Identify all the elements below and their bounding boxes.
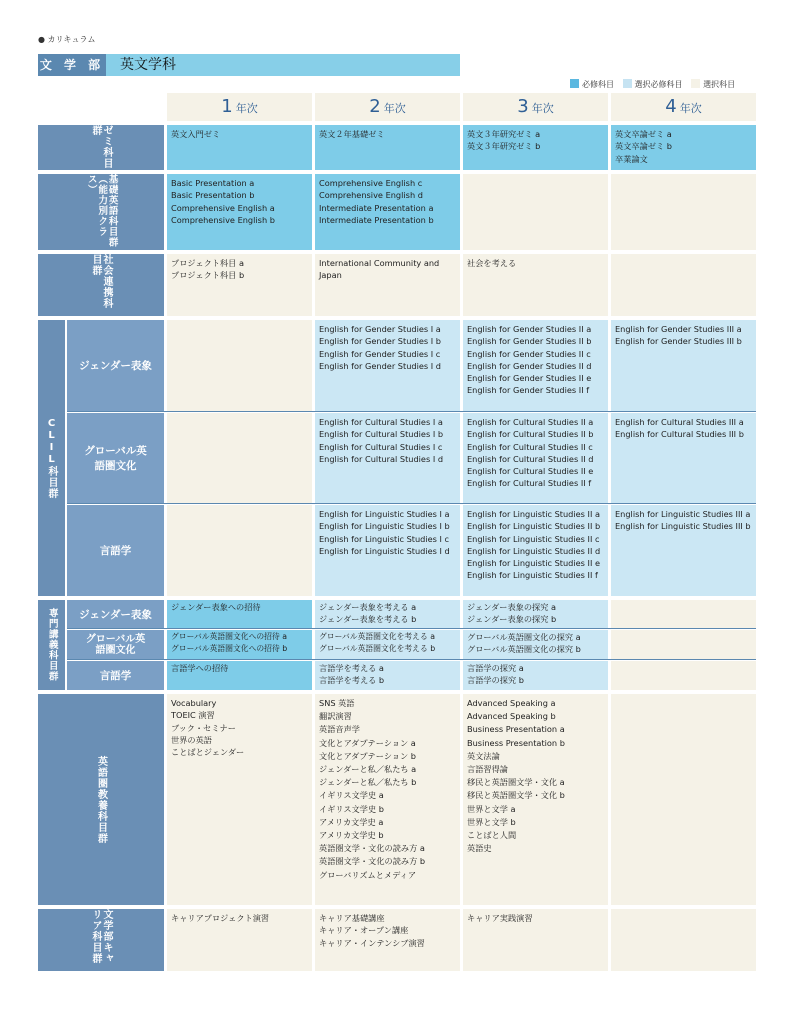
cell-liberal-y1 [167, 694, 312, 905]
course-item: English for Gender Studies II e [467, 373, 592, 384]
course-item: グローバル英語圏文化を考える a [319, 632, 436, 641]
course-item: グローバル英語圏文化への招待 b [171, 644, 288, 654]
course-item: 英文３年研究ゼミ b [467, 141, 541, 152]
sublabel-clil-global: グローバル英語圏文化 [67, 413, 164, 503]
cell-lecture-gender-y2 [315, 600, 460, 628]
course-item: 移民と英語圏文学・文化 a [467, 777, 565, 788]
cell-clil-gender-y1 [167, 320, 312, 411]
cell-liberal-y2 [315, 694, 460, 905]
course-item: 文化とアダプテーション b [319, 750, 416, 761]
course-item: キャリア・オープン講座 [319, 925, 409, 936]
course-item: 英文２年基礎ゼミ [319, 129, 385, 139]
course-item: English for Gender Studies II b [467, 336, 592, 347]
divider [67, 628, 756, 629]
cell-clil-linguistic-y2 [315, 505, 460, 596]
cell-lecture-gender-y3 [463, 600, 608, 628]
course-item: English for Cultural Studies II f [467, 478, 592, 489]
cell-lecture-linguistic-y4 [611, 661, 756, 690]
cell-lecture-linguistic-y3 [463, 661, 608, 690]
cell-clil-linguistic-y1 [167, 505, 312, 596]
course-item: English for Gender Studies II c [467, 348, 591, 359]
course-item: 翻訳演習 [319, 711, 352, 722]
course-item: English for Linguistic Studies III b [615, 521, 751, 532]
cell-lecture-linguistic-y2 [315, 661, 460, 690]
course-item: 英語圏文学・文化の読み方 a [319, 843, 425, 854]
row-label-career: 文学部キャリア科目群 [38, 909, 164, 971]
course-item: 文化とアダプテーション a [319, 737, 416, 748]
course-item: SNS 英語 [319, 698, 355, 708]
course-item: English for Cultural Studies II a [467, 417, 594, 427]
sublabel-clil-linguistic: 言語学 [67, 505, 164, 596]
cell-career-y2 [315, 909, 460, 971]
course-item: 言語習得論 [467, 764, 508, 775]
course-item: ジェンダーと私／私たち b [319, 777, 417, 788]
course-item: English for Gender Studies III a [615, 324, 742, 334]
cell-clil-gender-y4 [611, 320, 756, 411]
course-item: アメリカ文学史 b [319, 830, 384, 841]
course-item: アメリカ文学史 a [319, 816, 384, 827]
course-item: English for Linguistic Studies II e [467, 558, 601, 569]
course-item: Intermediate Presentation b [319, 214, 434, 225]
course-item: Intermediate Presentation a [319, 202, 434, 213]
course-item: プロジェクト科目 a [171, 258, 244, 268]
cell-lecture-gender-y4 [611, 600, 756, 628]
cell-clil-global-y2 [315, 413, 460, 503]
course-item: English for Cultural Studies III b [615, 429, 744, 440]
legend-item-elective-required: 選択必修科目 [623, 79, 683, 90]
course-item: English for Linguistic Studies I d [319, 545, 450, 556]
course-item: Japan [319, 270, 342, 281]
cell-basic-y1 [167, 174, 312, 250]
cell-social-y1 [167, 254, 312, 316]
course-item: ことばとジェンダー [171, 747, 245, 758]
course-item: Advanced Speaking a [467, 698, 556, 708]
course-item: 英文卒論ゼミ b [615, 141, 672, 152]
cell-clil-gender-y2 [315, 320, 460, 411]
course-item: Comprehensive English b [171, 214, 275, 225]
course-item: イギリス文学史 b [319, 803, 384, 814]
course-item: English for Cultural Studies II c [467, 441, 593, 452]
course-item: ジェンダー表象の探究 a [467, 602, 557, 612]
course-item: イギリス文学史 a [319, 790, 384, 801]
course-item: English for Linguistic Studies II d [467, 545, 601, 556]
cell-seminar-y1 [167, 125, 312, 170]
cell-seminar-y3 [463, 125, 608, 170]
course-item: 言語学の探究 b [467, 675, 524, 686]
course-item: 言語学への招待 [171, 663, 229, 673]
faculty-label: 文 学 部 [38, 54, 106, 76]
cell-basic-y3 [463, 174, 608, 250]
course-item: 言語学を考える b [319, 675, 385, 686]
row-label-liberal: 英語圏教養科目群 [38, 694, 164, 905]
sublabel-lecture-global: グローバル英語圏文化 [67, 630, 164, 659]
legend [570, 79, 760, 91]
row-label-basic: 基礎英語科目群（能力別クラス） [38, 174, 164, 250]
course-item: Comprehensive English a [171, 202, 275, 213]
year-header-1: 1 年次 [167, 93, 312, 121]
sublabel-clil-gender: ジェンダー表象 [67, 320, 164, 411]
divider [67, 503, 756, 504]
year-header-2: 2 年次 [315, 93, 460, 121]
course-item: 英文卒論ゼミ a [615, 129, 672, 139]
course-item: English for Gender Studies I c [319, 348, 441, 359]
row-label-seminar: ゼミ科目群 [38, 125, 164, 170]
course-item: 英語史 [467, 843, 492, 854]
department-name: 英文学科 [120, 57, 176, 73]
cell-clil-linguistic-y3 [463, 505, 608, 596]
cell-clil-global-y3 [463, 413, 608, 503]
course-item: グローバル英語圏文化の探究 a [467, 632, 581, 642]
cell-lecture-linguistic-y1 [167, 661, 312, 690]
course-item: 卒業論文 [615, 153, 648, 164]
course-item: 言語学の探究 a [467, 663, 524, 673]
cell-lecture-global-y2 [315, 630, 460, 659]
course-item: ことばと人間 [467, 830, 517, 841]
cell-career-y1 [167, 909, 312, 971]
cell-clil-global-y1 [167, 413, 312, 503]
course-item: English for Cultural Studies I b [319, 429, 444, 440]
cell-lecture-gender-y1 [167, 600, 312, 628]
course-item: Comprehensive English d [319, 190, 423, 201]
course-item: 世界の英語 [171, 734, 212, 745]
cell-clil-linguistic-y4 [611, 505, 756, 596]
cell-clil-gender-y3 [463, 320, 608, 411]
course-item: キャリア・インテンシブ演習 [319, 937, 425, 948]
divider [67, 659, 756, 660]
course-item: 世界と文学 b [467, 816, 516, 827]
course-item: ジェンダーと私／私たち a [319, 764, 417, 775]
row-label-clil: CLIL科目群 [38, 320, 65, 596]
course-item: English for Linguistic Studies I c [319, 533, 450, 544]
row-label-social: 社会連携科目群 [38, 254, 164, 316]
course-item: Comprehensive English c [319, 178, 423, 188]
row-label-lecture: 専門講義科目群 [38, 600, 65, 690]
cell-seminar-y4 [611, 125, 756, 170]
course-item: English for Gender Studies II a [467, 324, 592, 334]
cell-lecture-global-y3 [463, 630, 608, 659]
course-item: English for Gender Studies I a [319, 324, 441, 334]
divider [67, 411, 756, 412]
course-item: ジェンダー表象を考える b [319, 614, 417, 625]
cell-clil-global-y4 [611, 413, 756, 503]
cell-seminar-y2 [315, 125, 460, 170]
cell-social-y4 [611, 254, 756, 316]
course-item: 英語圏文学・文化の読み方 b [319, 856, 426, 867]
sublabel-lecture-gender: ジェンダー表象 [67, 600, 164, 628]
course-item: 英文法論 [467, 750, 500, 761]
course-item: English for Cultural Studies II d [467, 453, 594, 464]
cell-social-y3 [463, 254, 608, 316]
course-item: English for Cultural Studies II e [467, 466, 594, 477]
course-item: 言語学を考える a [319, 663, 384, 673]
legend-item-elective: 選択科目 [691, 79, 735, 90]
cell-basic-y4 [611, 174, 756, 250]
course-item: English for Linguistic Studies I a [319, 509, 450, 519]
cell-lecture-global-y1 [167, 630, 312, 659]
course-item: キャリア基礎講座 [319, 913, 385, 923]
course-item: English for Linguistic Studies II f [467, 570, 598, 581]
cell-career-y4 [611, 909, 756, 971]
breadcrumb: ● カリキュラム [38, 35, 96, 44]
course-item: 英文入門ゼミ [171, 129, 221, 139]
course-item: プロジェクト科目 b [171, 270, 245, 281]
course-item: English for Gender Studies II d [467, 360, 592, 371]
course-item: キャリアプロジェクト演習 [171, 913, 270, 923]
year-header-4: 4 年次 [611, 93, 756, 121]
course-item: Basic Presentation b [171, 190, 255, 201]
course-item: English for Cultural Studies I a [319, 417, 443, 427]
course-item: 英語音声学 [319, 724, 360, 735]
course-item: Business Presentation a [467, 724, 565, 735]
course-item: Vocabulary [171, 698, 217, 708]
course-item: ジェンダー表象を考える a [319, 602, 417, 612]
course-item: English for Linguistic Studies II a [467, 509, 600, 519]
legend-item-required: 必修科目 [570, 79, 614, 90]
cell-liberal-y3 [463, 694, 608, 905]
course-item: グローバル英語圏文化の探究 b [467, 644, 581, 655]
course-item: 移民と英語圏文学・文化 b [467, 790, 565, 801]
course-item: English for Linguistic Studies I b [319, 521, 450, 532]
course-item: 英文３年研究ゼミ a [467, 129, 541, 139]
course-item: グローバリズムとメディア [319, 869, 417, 880]
year-header-3: 3 年次 [463, 93, 608, 121]
course-item: English for Gender Studies I d [319, 360, 441, 371]
course-item: ブック・セミナー [171, 722, 236, 733]
course-item: English for Cultural Studies III a [615, 417, 744, 427]
course-item: グローバル英語圏文化への招待 a [171, 632, 288, 641]
course-item: English for Gender Studies I b [319, 336, 441, 347]
course-item: English for Gender Studies II f [467, 385, 590, 396]
cell-social-y2 [315, 254, 460, 316]
course-item: Basic Presentation a [171, 178, 255, 188]
course-item: English for Cultural Studies II b [467, 429, 594, 440]
course-item: キャリア実践演習 [467, 913, 533, 923]
course-item: English for Gender Studies III b [615, 336, 742, 347]
course-item: グローバル英語圏文化を考える b [319, 644, 436, 654]
cell-basic-y2 [315, 174, 460, 250]
course-item: Advanced Speaking b [467, 711, 556, 722]
course-item: 世界と文学 a [467, 803, 516, 814]
course-item: English for Linguistic Studies III a [615, 509, 751, 519]
cell-liberal-y4 [611, 694, 756, 905]
course-item: 社会を考える [467, 258, 517, 268]
course-item: ジェンダー表象の探究 b [467, 614, 557, 625]
course-item: ジェンダー表象への招待 [171, 602, 261, 612]
sublabel-lecture-linguistic: 言語学 [67, 661, 164, 690]
cell-career-y3 [463, 909, 608, 971]
course-item: English for Linguistic Studies II c [467, 533, 600, 544]
course-item: English for Linguistic Studies II b [467, 521, 601, 532]
course-item: International Community and [319, 258, 440, 268]
course-item: English for Cultural Studies I d [319, 453, 444, 464]
cell-lecture-global-y4 [611, 630, 756, 659]
course-item: Business Presentation b [467, 737, 565, 748]
course-item: English for Cultural Studies I c [319, 441, 443, 452]
course-item: TOEIC 演習 [171, 710, 215, 721]
